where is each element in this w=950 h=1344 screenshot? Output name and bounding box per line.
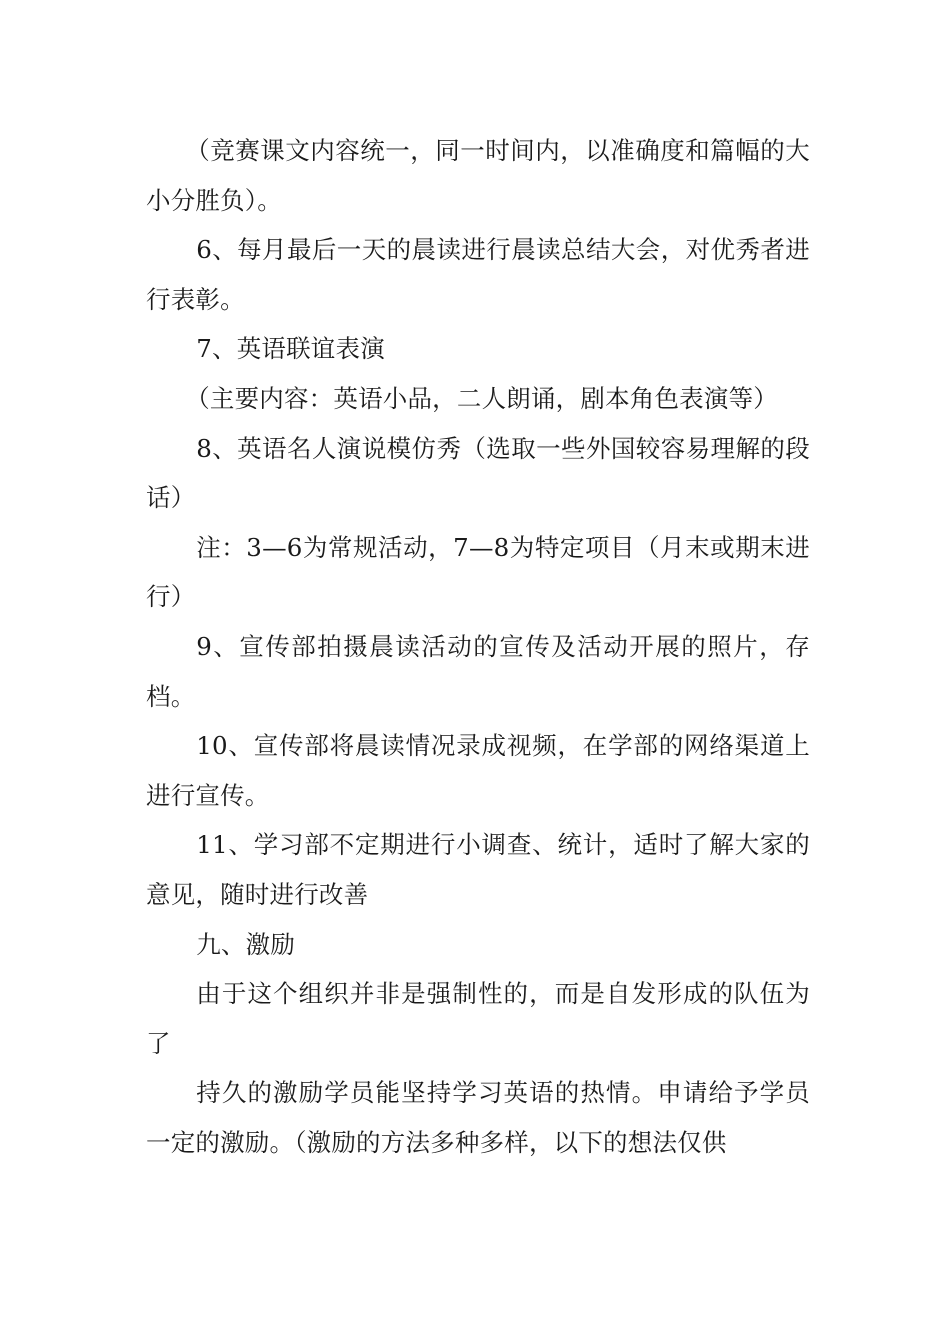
paragraph-competition-note: （竞赛课文内容统一，同一时间内，以准确度和篇幅的大小分胜负）。 [146,136,810,215]
paragraph-item-6: 6、每月最后一天的晨读进行晨读总结大会，对优秀者进行表彰。 [146,235,810,314]
document-body [146,126,810,1167]
paragraph-item-7-detail: （主要内容：英语小品，二人朗诵，剧本角色表演等） [185,383,778,413]
paragraph-incentive-detail: 持久的激励学员能坚持学习英语的热情。申请给予学员一定的激励。（激励的方法多种多样，以下的想法仅供 [146,1078,810,1157]
section-heading-incentive: 九、激励 [196,929,296,959]
paragraph-item-11: 11、学习部不定期进行小调查、统计，适时了解大家的意见，随时进行改善 [146,830,810,909]
paragraph-item-8: 8、英语名人演说模仿秀（选取一些外国较容易理解的段话） [146,433,810,513]
paragraph-incentive-intro: 由于这个组织并非是强制性的，而是自发形成的队伍为了 [146,979,810,1058]
paragraph-item-7: 7、英语联谊表演 [196,334,385,364]
paragraph-item-9: 9、宣传部拍摄晨读活动的宣传及活动开展的照片，存档。 [146,631,810,711]
paragraph-note: 注：3—6为常规活动，7—8为特定项目（月末或期末进行） [146,532,810,612]
paragraph-item-10: 10、宣传部将晨读情况录成视频，在学部的网络渠道上进行宣传。 [146,731,810,810]
